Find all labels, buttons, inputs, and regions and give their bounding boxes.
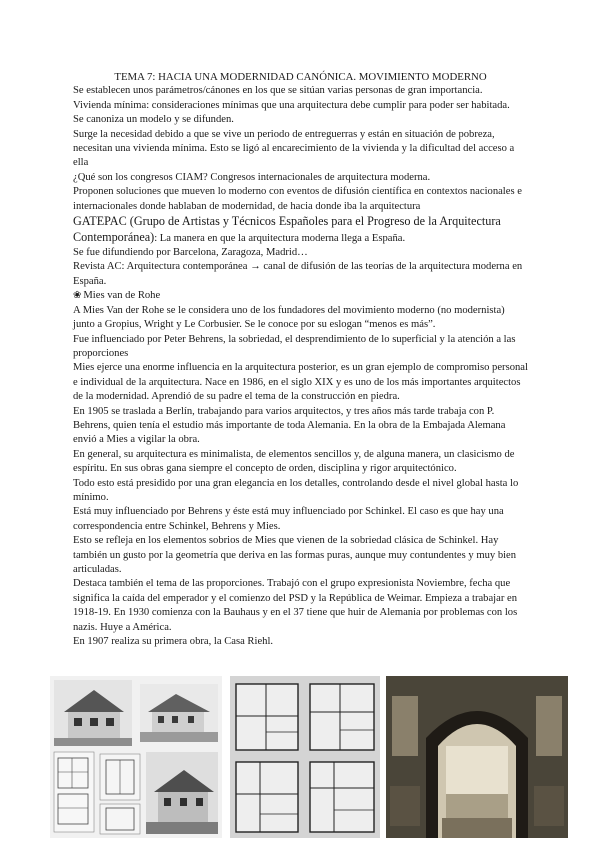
paragraph: Se establecen unos parámetros/cánones en los que se sitúan varias personas de gran importancia. <box>73 85 483 97</box>
paragraph: Esto se refleja en los elementos sobrios de Mies que vienen de la sobriedad clásica de Schinkel. Hay también un gusto por la geometría que deriva en las formas puras, aunque muy contundentes y muy bien articuladas. <box>73 535 517 575</box>
paragraph: A Mies Van der Rohe se le considera uno de los fundadores del movimiento moderno (no modernista) junto a Gropius, Wright y Le Corbusier. Se le conoce por su eslogan “menos es más”. <box>73 304 505 331</box>
gatepac-paragraph <box>73 214 528 246</box>
paragraph: Fue influenciado por Peter Behrens, la sobriedad, el desprendimiento de lo superficial y la atención a las proporciones <box>73 333 516 359</box>
floor-plans-image <box>230 676 380 838</box>
paragraph: Todo esto está presidido por una gran elegancia en los detalles, controlando desde el nivel global hasta lo mínimo. <box>73 477 519 503</box>
section-heading-label: Mies van de Rohe <box>83 290 161 302</box>
paragraph: Destaca también el tema de las proporciones. Trabajó con el grupo expresionista Noviembre, fecha que significa la caída del emperador y el comienzo del PSD y la República de Weimar. Empieza a trabajar en 1918-19. En 1930 comienza con la Bauhaus y en el 37 tiene que huir de Alemania por problemas con los nazis. Huye a América. <box>73 578 518 633</box>
paragraph: Surge la necesidad debido a que se vive un periodo de entreguerras y están en situación de pobreza, necesitan una vivienda mínima. Esto se ligó al encarecimiento de la vivienda y la dificultad del acceso a ella <box>73 128 515 169</box>
image-strip <box>50 676 568 838</box>
casa-riehl-collage-image <box>50 676 222 838</box>
page-title: TEMA 7: HACIA UNA MODERNIDAD CANÓNICA. MOVIMIENTO MODERNO <box>114 71 487 83</box>
section-heading <box>73 289 528 303</box>
paragraph: Mies ejerce una enorme influencia en la arquitectura posterior, es un gran ejemplo de compromiso personal e individual de la arquitectura. Nace en 1986, en el siglo XIX y es uno de los más importantes arquitectos de la modernidad. Aprendió de su padre el tema de la construcción en piedra. <box>73 362 528 403</box>
paragraph: Vivienda mínima: consideraciones mínimas que una arquitectura debe cumplir para poder ser habitada. <box>73 99 510 111</box>
paragraph: En 1907 realiza su primera obra, la Casa Riehl. <box>73 636 274 648</box>
document-body <box>73 70 528 649</box>
interior-arch-photo <box>386 676 568 838</box>
paragraph: En 1905 se traslada a Berlín, trabajando para varios arquitectos, y tres años más tarde trabaja con P. Behrens, quien tenía el estudio más importante de toda Alemania. En la obra de la Embajada Alemana envió a Mies a vigilar la obra. <box>73 405 506 446</box>
paragraph: Proponen soluciones que mueven lo moderno con eventos de difusión científica en contextos nacionales e internacionales donde hablaban de modernidad, de hacia donde iba la arquitectura <box>73 186 522 212</box>
gatepac-name: GATEPAC (Grupo de Artistas y Técnicos Españoles para el Progreso de la Arquitectura Contemporánea) <box>73 214 501 244</box>
paragraph: Está muy influenciado por Behrens y éste está muy influenciado por Schinkel. El caso es que hay una correspondencia entre Schinkel, Behrens y Mies. <box>73 506 504 532</box>
gatepac-description: : La manera en que la arquitectura moderna llega a España. <box>154 232 406 244</box>
paragraph: En general, su arquitectura es minimalista, de elementos sencillos y, de alguna manera, un clasicismo de espíritu. En sus obras gana siempre el concepto de orden, disciplina y rigor arquitectónico. <box>73 448 515 475</box>
paragraph: Se canoniza un modelo y se difunden. <box>73 114 234 126</box>
paragraph: Se fue difundiendo por Barcelona, Zaragoza, Madrid… <box>73 247 308 259</box>
flower-bullet-icon: ❀ <box>73 290 82 302</box>
paragraph: Revista AC: Arquitectura contemporánea → canal de difusión de las teorías de la arquitectura moderna en España. <box>73 261 523 287</box>
paragraph: ¿Qué son los congresos CIAM? Congresos internacionales de arquitectura moderna. <box>73 171 431 183</box>
